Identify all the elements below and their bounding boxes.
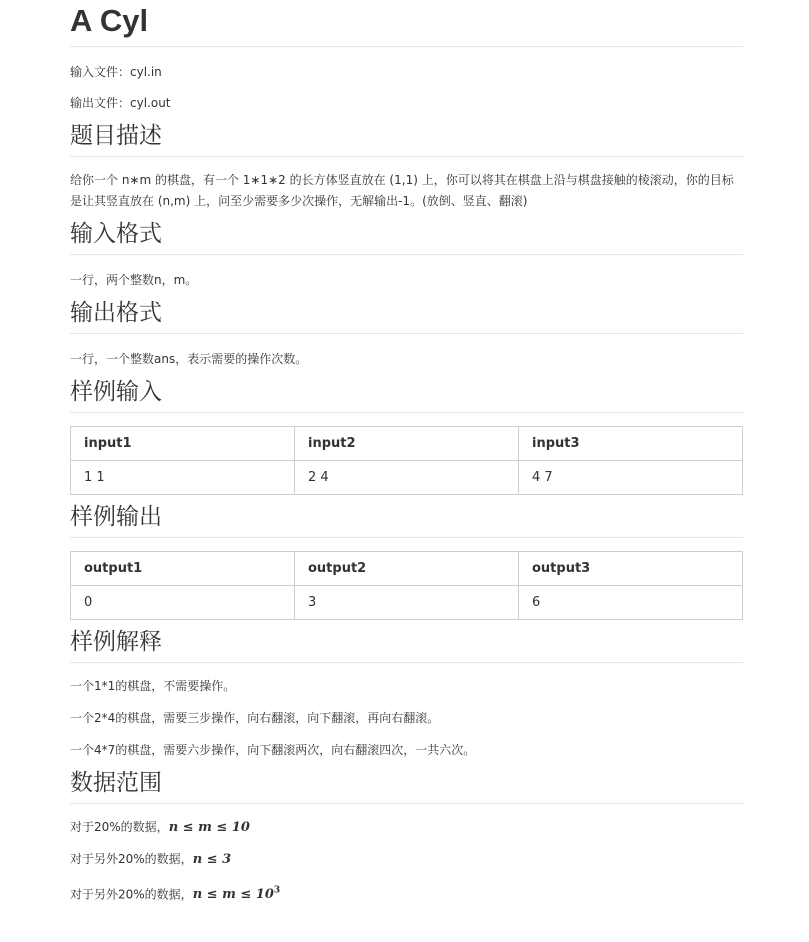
input-format-text: 一行，两个整数n，m。 xyxy=(70,273,198,287)
range-prefix: 对于20%的数据， xyxy=(70,820,169,834)
range-heading: 数据范围 xyxy=(70,767,743,804)
output-file-label: 输出文件：cyl.out xyxy=(70,96,171,110)
range-line xyxy=(70,849,743,870)
table-header-cell: output2 xyxy=(295,552,519,586)
sample-input-table xyxy=(70,426,743,495)
explanation-line: 一个4*7的棋盘，需要六步操作，向下翻滚两次，向右翻滚四次，一共六次。 xyxy=(70,743,476,757)
table-header-row xyxy=(71,552,743,586)
table-cell: 2 4 xyxy=(295,461,519,495)
input-file-label: 输入文件：cyl.in xyxy=(70,65,162,79)
range-math-exponent: 3 xyxy=(273,886,281,896)
range-math: n ≤ m ≤ 10 xyxy=(168,820,250,835)
range-math: n ≤ 3 xyxy=(192,852,232,867)
range-prefix: 对于另外20%的数据， xyxy=(70,852,193,866)
table-header-row xyxy=(71,427,743,461)
range-line xyxy=(70,817,743,838)
output-format-heading: 输出格式 xyxy=(70,297,743,334)
sample-input-heading: 样例输入 xyxy=(70,376,743,413)
explanation-line: 一个2*4的棋盘，需要三步操作，向右翻滚，向下翻滚，再向右翻滚。 xyxy=(70,711,440,725)
table-cell: 3 xyxy=(295,586,519,620)
table-header-cell: input3 xyxy=(519,427,743,461)
range-math-base: n ≤ m ≤ 10 xyxy=(192,887,274,903)
table-header-cell: output3 xyxy=(519,552,743,586)
description-text: 给你一个 n∗m 的棋盘，有一个 1∗1∗2 的长方体竖直放在 (1,1) 上，你可以将其在棋盘上沿与棋盘接触的棱滚动，你的目标是让其竖直放在 (n,m) 上，问至少需要多少次操作，无解输出-1。(放倒、竖直、翻滚) xyxy=(70,173,734,208)
explanation-heading: 样例解释 xyxy=(70,626,743,663)
table-header-cell: output1 xyxy=(71,552,295,586)
table-cell: 6 xyxy=(519,586,743,620)
range-line xyxy=(70,881,743,905)
output-format-text: 一行，一个整数ans，表示需要的操作次数。 xyxy=(70,352,308,366)
explanation-line: 一个1*1的棋盘，不需要操作。 xyxy=(70,679,236,693)
problem-page xyxy=(70,0,743,905)
input-format-heading: 输入格式 xyxy=(70,218,743,255)
page-title: A Cyl xyxy=(70,0,743,47)
table-header-cell: input2 xyxy=(295,427,519,461)
table-cell: 0 xyxy=(71,586,295,620)
table-row xyxy=(71,586,743,620)
explanation-list xyxy=(70,676,743,761)
description-heading: 题目描述 xyxy=(70,120,743,157)
table-cell: 1 1 xyxy=(71,461,295,495)
range-math xyxy=(193,887,280,902)
sample-output-heading: 样例输出 xyxy=(70,501,743,538)
table-cell: 4 7 xyxy=(519,461,743,495)
range-list xyxy=(70,817,743,905)
range-prefix: 对于另外20%的数据， xyxy=(70,887,193,902)
table-header-cell: input1 xyxy=(71,427,295,461)
sample-output-table xyxy=(70,551,743,620)
table-row xyxy=(71,461,743,495)
